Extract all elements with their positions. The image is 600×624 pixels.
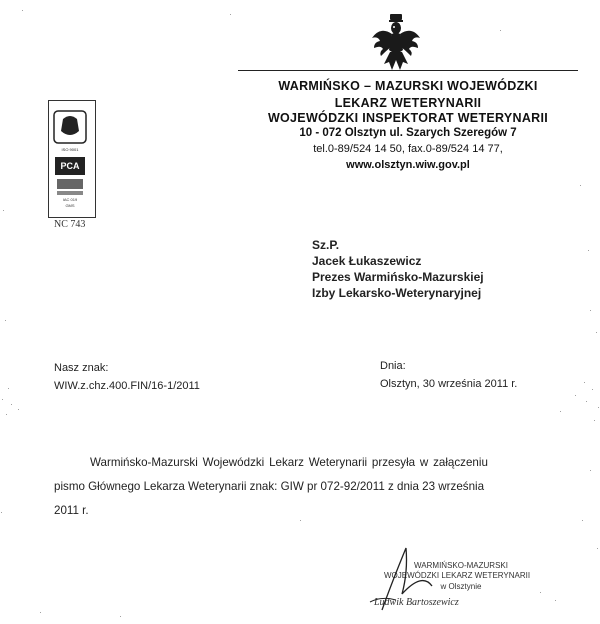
polish-eagle-emblem <box>370 14 422 72</box>
certification-mark <box>48 100 96 218</box>
letterhead-phone-fax: tel.0-89/524 14 50, fax.0-89/524 14 77, <box>313 143 503 155</box>
body-line-1: Warmińsko-Mazurski Wojewódzki Lekarz Weterynarii przesyła w załączeniu <box>90 456 488 469</box>
reference-label: Nasz znak: <box>54 362 109 374</box>
date-label: Dnia: <box>380 360 406 372</box>
letterhead-subtitle: LEKARZ WETERYNARII <box>334 96 482 110</box>
stamp-line-1: WARMIŃSKO-MAZURSKI <box>414 561 508 570</box>
body-line-3: 2011 r. <box>54 504 89 517</box>
letterhead-inspectorate: WOJEWÓDZKI INSPEKTORAT WETERYNARII <box>267 111 549 125</box>
stamp-line-2: WOJEWÓDZKI LEKARZ WETERYNARII <box>384 571 531 580</box>
body-line-2: pismo Głównego Lekarza Weterynarii znak: GIW pr 072-92/2011 z dnia 23 września <box>54 480 485 493</box>
letterhead-address: 10 - 072 Olsztyn ul. Szarych Szeregów 7 <box>299 127 517 139</box>
date-value: Olsztyn, 30 września 2011 r. <box>380 378 518 390</box>
letterhead-rule <box>238 70 578 71</box>
addressee-name: Jacek Łukaszewicz <box>312 254 422 268</box>
letterhead-website: www.olsztyn.wiw.gov.pl <box>346 159 470 171</box>
letterhead-title: WARMIŃSKO – MAZURSKI WOJEWÓDZKI <box>278 79 538 93</box>
handwritten-signature <box>362 542 452 614</box>
addressee-salutation: Sz.P. <box>312 238 340 252</box>
addressee-organization: Izby Lekarsko-Weterynaryjnej <box>312 286 482 300</box>
cert-iso-text: ISO 9001 <box>61 147 79 152</box>
stamp-line-3: w Olsztynie <box>440 582 482 591</box>
pca-logo-label: PCA <box>60 161 80 171</box>
reference-value: WIW.z.chz.400.FIN/16-1/2011 <box>54 380 200 392</box>
signer-name: Ludwik Bartoszewicz <box>374 597 459 608</box>
certification-number: NC 743 <box>54 219 86 230</box>
addressee-title: Prezes Warmińsko-Mazurskiej <box>312 270 484 284</box>
cert-iac-text: IAC 019 <box>62 197 78 202</box>
cert-gms-text: GMS <box>65 203 75 208</box>
